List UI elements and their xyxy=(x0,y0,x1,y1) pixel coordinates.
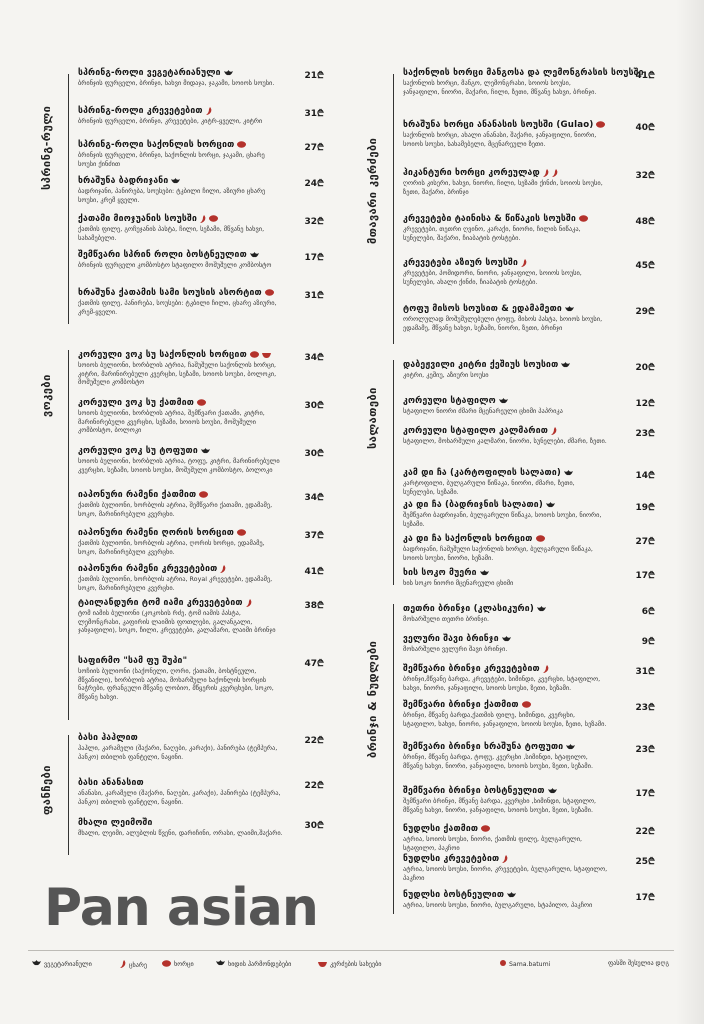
menu-item-name-text: კორეული ვოკ სუ საქონლის ხორცით xyxy=(78,350,247,360)
menu-item xyxy=(78,564,324,592)
menu-item-price: 23₾ xyxy=(635,429,655,439)
menu-item-description: ოროლულად მოშუშულებული ტოფუ, მისოს პასტა, სოიოს სოუსი, ედამამე, მწვანე ხახვი, სეზამი, ნიორი, ზეთი, ბრინჯი xyxy=(403,315,603,332)
menu-item-name xyxy=(78,490,324,500)
menu-item xyxy=(403,120,655,148)
divider-right xyxy=(393,360,394,585)
menu-item-price: 31₾ xyxy=(635,667,655,677)
menu-item-name-text: შემწვარი სპრინ როლი ბოსტნეულით xyxy=(78,250,247,260)
menu-item xyxy=(78,214,324,242)
menu-item-price: 22₾ xyxy=(635,827,655,837)
legend-label: ხორცი xyxy=(174,961,194,968)
menu-item-name-text: დაბეჟვილი კიტრი ქეშიუს სოუსით xyxy=(403,360,559,370)
menu-item-name-text: კა დი ჩა (ბადრიჯნის სალათი) xyxy=(403,500,543,510)
legend-item xyxy=(120,960,147,970)
menu-item-price: 34₾ xyxy=(304,353,324,363)
menu-item-price: 38₾ xyxy=(304,601,324,611)
legend-item xyxy=(608,960,669,967)
menu-item-price: 27₾ xyxy=(304,143,324,153)
menu-item xyxy=(403,634,655,654)
menu-item xyxy=(403,426,655,446)
chili-icon xyxy=(502,855,508,863)
menu-item xyxy=(403,468,655,496)
menu-item-name-text: ხრაშუნა ხორცი ანანასის სოუსში (Gulao) xyxy=(403,120,594,130)
menu-item-description: მოხარშული ველური შავი ბრინჯი. xyxy=(403,645,508,653)
menu-item xyxy=(403,214,655,242)
menu-item xyxy=(403,604,655,624)
legend-label: ხიდის ჰარმონდებები xyxy=(228,960,292,968)
leaf-icon xyxy=(480,570,489,576)
menu-item-description: ბრინჯის ფურცელი, ბრინჯი, ხახვი მიდაჯა, ჯაკამი, სოიოს სოუსი. xyxy=(78,79,275,87)
menu-item-name xyxy=(78,176,324,186)
chili-icon xyxy=(200,215,206,223)
menu-item-description: ატრია, სოიოს სოუსი, ნიორი, კრევეტები, ბულგარული, სტაფილო, პაკჩოი xyxy=(403,865,608,882)
menu-item-name-text: კორეული ვოკ სუ ქათმით xyxy=(78,398,195,408)
menu-item-name-text: ნუდლსი კრევეტებით xyxy=(403,854,500,864)
menu-title: Pan asian xyxy=(44,878,318,938)
menu-item xyxy=(403,742,655,770)
menu-item-price: 9₾ xyxy=(641,637,655,647)
menu-item-name xyxy=(403,120,655,130)
menu-item-name-text: კორეული სტაფილო xyxy=(403,396,496,406)
legend-label: ფასში შესულია დღგ xyxy=(608,960,670,967)
menu-item-name xyxy=(78,140,324,150)
menu-item-description: კარტოფილი, ბულგარული წიწაკა, ნიორი, ძმარი, ზეთი, სუნელები, სეზამი. xyxy=(403,479,575,496)
menu-item-name-text: ხის სოკო მუერი xyxy=(403,568,477,578)
menu-item-name-text: ჰიკანტური ხორცი კორეულად xyxy=(403,168,540,178)
menu-item-name xyxy=(78,288,324,298)
menu-item-description: ბრინჯის ფურცელი, ბრინჯი, კრევეტები, კიტრ-ყველი, კიტრი xyxy=(78,117,263,125)
menu-item-price: 30₾ xyxy=(304,401,324,411)
menu-item-name-text: ნუდლსი ქათმით xyxy=(403,824,479,834)
chili-icon xyxy=(543,665,549,673)
menu-item-name-text: ტაილანდური ტომ იამი კრევეტებით xyxy=(78,598,243,608)
menu-item xyxy=(78,598,324,635)
menu-item-description: შემწვარი ბადრიჯანი, ბულგარული წიწაკა, სოიოს სოუსი, ნიორი, სეზამი. xyxy=(403,511,602,528)
menu-item-price: 31₾ xyxy=(304,109,324,119)
menu-item-name xyxy=(78,398,324,408)
menu-item-name xyxy=(403,396,655,406)
menu-item-name xyxy=(403,68,655,78)
legend-label: Sama.batumi xyxy=(509,960,551,968)
menu-item-name xyxy=(403,500,655,510)
menu-item xyxy=(78,398,324,435)
legend-item xyxy=(216,960,291,968)
chili-icon xyxy=(246,599,252,607)
menu-item-description: ქათმის ფილე, პანირება, სოუსები: ტკბილი ჩილი, ცხარე აზიური, კრემ-ყველი. xyxy=(78,299,277,316)
menu-item xyxy=(403,168,655,196)
menu-item-name xyxy=(403,258,655,268)
leaf-icon xyxy=(566,744,575,750)
menu-item-name-text: ბასი ჰაჰლით xyxy=(78,733,138,743)
menu-item xyxy=(78,106,324,126)
menu-item-name-text: შემწვარი ბრინჯი კრევეტებით xyxy=(403,664,540,674)
menu-item-price: 22₾ xyxy=(304,736,324,746)
meat-icon xyxy=(209,215,218,222)
menu-item xyxy=(403,304,655,332)
divider-left xyxy=(68,350,69,720)
leaf-icon xyxy=(537,606,546,612)
menu-item-description: ქათმის ბულიონი, ხორბლის ატრია, შემწვარი ქათამი, ედამამე, სოკო, მარინირებული კვერცხი. xyxy=(78,501,273,518)
menu-item-description: მხალი, ლეიმი, ალუბლის წვენი, დარიჩინი, ორასი, ლაიმი,შაქარი. xyxy=(78,829,283,837)
menu-item xyxy=(78,778,324,806)
menu-item-name xyxy=(78,778,324,788)
leaf-icon xyxy=(32,960,41,968)
menu-item-name xyxy=(78,818,324,828)
menu-item-name xyxy=(78,598,324,608)
menu-item-name-text: მხალი ლეიმოში xyxy=(78,818,153,828)
menu-item-description: სტაფილო ნიორი ძმარი მცენარეული ცხიმი პაპრიკა xyxy=(403,407,563,415)
menu-item-name xyxy=(403,786,655,796)
menu-item-description: ატრია, სოიოს სოუსი, ნიორი, ბულგარული, სტაპილო, პაკჩოი xyxy=(403,901,593,909)
menu-item-name xyxy=(78,250,324,260)
legend-item xyxy=(32,960,92,968)
menu-item-name-text: სპრინგ-როლი ვეგეტარიანული xyxy=(78,68,221,78)
leaf-icon xyxy=(565,306,574,312)
menu-item-name xyxy=(78,350,324,360)
leaf-icon xyxy=(250,252,259,258)
menu-item xyxy=(403,534,655,562)
menu-item-price: 47₾ xyxy=(304,659,324,669)
leaf-icon xyxy=(216,960,225,968)
menu-item-price: 21₾ xyxy=(304,71,324,81)
menu-item-name-text: საფირმო "სამ ფუ შუპი" xyxy=(78,656,188,666)
menu-item-price: 24₾ xyxy=(304,179,324,189)
menu-item-name xyxy=(403,168,655,178)
menu-item-name xyxy=(78,733,324,743)
menu-item-name-text: იაპონური რამენი ღორის ხორცით xyxy=(78,528,235,538)
menu-item-description: ჰაჰლი, კარამელი (შაქარი, ნაღები, კარაქი), პანირება (ტემპურა, პანკო) თბილის ფანტელი, ნაყინი. xyxy=(78,744,278,761)
menu-item-description: საქონლის ხორცი, ახალი ანანასი, შაქარი, ჯანჯაფილი, ნიორი, სოიოს სოუსი, სახამებელი, მცენარეული ზეთი. xyxy=(403,131,597,148)
menu-item-price: 41₾ xyxy=(635,71,655,81)
menu-item-price: 31₾ xyxy=(304,291,324,301)
menu-item-name-text: სპრინგ-როლი საქონლის ხორცით xyxy=(78,140,235,150)
menu-item-name-text: ქათამი მიოჯუანის სოუსში xyxy=(78,214,198,224)
leaf-icon xyxy=(224,70,233,76)
divider-right xyxy=(393,74,394,344)
menu-item-price: 30₾ xyxy=(304,821,324,831)
menu-item-price: 17₾ xyxy=(635,893,655,903)
menu-item-description: კრევეტები, თეთრი ღვინო, კარაქი, ნიორი, ჩილის ნიწაკა, სუნელები, შაქარი, ჩიაბატის ტოსტები. xyxy=(403,225,581,242)
menu-item-name xyxy=(403,426,655,436)
leaf-icon xyxy=(171,178,180,184)
menu-item xyxy=(403,700,655,728)
menu-item xyxy=(403,664,655,692)
menu-item-description: ანანასი, კარამელი (შაქარი, ნაღები, კარაქი), პანირება (ტემპურა, პანკო) თბილის ფანტელი, ნაყინი. xyxy=(78,789,281,806)
menu-item xyxy=(403,890,655,910)
meat-icon xyxy=(579,215,588,222)
menu-item-price: 17₾ xyxy=(304,253,324,263)
menu-item-description: სოიოს ბულიონი, ხორბლის ატრია, ტოფუ, კიტრი, მარინირებული კვერცხი, სეზამი, სოიოს სოუსი, მოშუშული კომბოსტო, ბოლოკი xyxy=(78,457,280,474)
menu-item xyxy=(403,68,655,96)
menu-item xyxy=(78,250,324,270)
menu-item xyxy=(403,396,655,416)
menu-item-description: ხის სოკო ნიორი მცენარეული ცხიმი xyxy=(403,579,514,587)
divider-left xyxy=(68,74,69,324)
menu-item-name-text: კამ დი ჩა (კარტოფილის სალათი) xyxy=(403,468,562,478)
menu-item-description: ქათმის ბულიონი, ხორბლის ატრია, ღორის ხორცი, ედამამე, სოკო, მარინირებული კვერცხი. xyxy=(78,539,265,556)
menu-item xyxy=(78,656,324,701)
menu-item xyxy=(78,446,324,474)
menu-item-name-text: კრევეტები აზიურ სოუსში xyxy=(403,258,519,268)
menu-item-name xyxy=(403,854,655,864)
menu-item-name xyxy=(403,700,655,710)
leaf-icon xyxy=(507,892,516,898)
menu-item-name xyxy=(403,534,655,544)
legend-item xyxy=(500,960,550,968)
menu-item-name xyxy=(403,214,655,224)
menu-item-description: ბადრიჯანი, ჩაშუშული საქონლის ხორცი, ბულგარული წიწაკა, სოიოს სოუსი, ნიორი, სეზამი. xyxy=(403,545,593,562)
leaf-icon xyxy=(502,636,511,642)
menu-item-price: 29₾ xyxy=(635,307,655,317)
menu-item xyxy=(78,818,324,838)
meat-icon xyxy=(536,535,545,542)
menu-item-price: 23₾ xyxy=(635,745,655,755)
menu-item-price: 19₾ xyxy=(635,503,655,513)
menu-item-name-text: კრევეტები ტაინისა & წიწაკის სოუსში xyxy=(403,214,577,224)
menu-item-name-text: შემწვარი ბრინჯი ქათმით xyxy=(403,700,519,710)
leaf-icon xyxy=(499,398,508,404)
menu-item xyxy=(78,140,324,168)
menu-item-price: 45₾ xyxy=(635,261,655,271)
menu-item xyxy=(403,568,655,588)
menu-item-price: 17₾ xyxy=(635,789,655,799)
menu-item-description: ბრინჯი,მწვანე ბარდა, კრევეტები, სიმინდი, კვერცხი, სტაფილო, ხახვი, ნიორი, ჯანჯაფილი, სოიოს სოუსი, ზეთი, სეზამი. xyxy=(403,675,601,692)
menu-item-name xyxy=(403,568,655,578)
legend-label: ცხარე xyxy=(129,961,147,969)
menu-item-price: 25₾ xyxy=(635,857,655,867)
meat-icon xyxy=(250,351,259,358)
menu-item-description: სოიოს ბულიონი, ხორბლის ატრია, ჩაშუშული საქონლის ხორცი, კიტრი, მარინირებული კვერცხი, სეზამი, სოიოს სოუსი, ბოლოკი, მოშუშული კომბოსტო xyxy=(78,361,277,387)
bowl-icon xyxy=(262,351,271,358)
menu-item-price: 34₾ xyxy=(304,493,324,503)
menu-item-description: სოიოს ბულიონი, ხორბლის ატრია, შემწვარი ქათამი, კიტრი, მარინირებული კვერცხი, სეზამი, სოიოს სოუსი, მოშუშული კომბოსტო, ბოლოკი xyxy=(78,409,265,435)
menu-item-price: 20₾ xyxy=(635,363,655,373)
menu-item-description: კიტრი, კეშიუ, აზიური სოუსი xyxy=(403,371,489,379)
leaf-icon xyxy=(201,448,210,454)
chili-icon xyxy=(206,107,212,115)
menu-item-description: ღორის კისერი, ხახვი, ნიორი, ჩილი, სეზამი ქინძი, სოიოს სოუსი, ზეთი, შაქარი, ბრინჯი xyxy=(403,179,603,196)
menu-item-name xyxy=(78,106,324,116)
meat-icon xyxy=(237,529,246,536)
leaf-icon xyxy=(564,470,573,476)
menu-item-name-text: კორეული ვოკ სუ ტოფუთი xyxy=(78,446,198,456)
menu-item-description: საქონლის ხორცი, მანგო, ლემონგრასი, სოიოს სოუსი, ჯანჯაფილი, ნიორი, შაქარი, ჩილი, ზეთი, მწვანე ხახვი, ბრინჯი. xyxy=(403,79,597,96)
chili-icon xyxy=(220,565,226,573)
menu-item-price: 37₾ xyxy=(304,531,324,541)
menu-item-name-text: ხრაშუნა ქათამის სამი სოუსის ასორტით xyxy=(78,288,262,298)
menu-item xyxy=(403,786,655,814)
menu-item-price: 32₾ xyxy=(635,171,655,181)
menu-item xyxy=(78,733,324,761)
menu-item-name xyxy=(403,824,655,834)
menu-item xyxy=(403,360,655,380)
menu-item-price: 30₾ xyxy=(304,449,324,459)
menu-item-name xyxy=(403,604,655,614)
legend-item xyxy=(162,960,194,969)
leaf-icon xyxy=(546,502,555,508)
menu-item-name-text: ხრაშუნა ბადრიჯანი xyxy=(78,176,169,186)
menu-item-description: ბრინჯის ფურცელი, ბრინჯი, საქონლის ხორცი, ჯაკამი, ცხარე სოუსი ქინძით xyxy=(78,151,265,168)
leaf-icon xyxy=(561,362,570,368)
menu-item-description: სოჩიის ბულიონი (საქონელი, ღორი, ქათამი, ბოსტნეული, მწვანილი), ხორბლის ატრია, მოხარშული საქონლის ხორცის ნაჭრები, ფრანგული მწვანე ლობიო, მწყერის კვერცხები, სოკო, მწვანე ხახვი. xyxy=(78,667,274,701)
chili-icon xyxy=(543,169,549,177)
menu-item-description: ბრინჯი, მწვანე ბარდა,ქათმის ფილე, სიმინდი, კვერცხი, სტაფილო, ხახვი, ნიორი, ჯანჯაფილი, სოიოს სოუსი, ზეთი, სეზამი. xyxy=(403,711,607,728)
menu-item-name xyxy=(78,214,324,224)
menu-item-description: შემწვარი ბრინჯი, მწვანე ბარდა, კვერცხი ,სიმინდი, სტაფილო, მწვანე ხახვი, ნიორი, ჯანჯაფილი, სოიოს სოუსი, ზეთი, სეზამი. xyxy=(403,797,597,814)
menu-item-name xyxy=(78,68,324,78)
menu-item-name-text: ნუდლსი ბოსტნეულით xyxy=(403,890,505,900)
menu-item-name xyxy=(78,656,324,666)
menu-item-name-text: იაპონური რამენი კრევეტებით xyxy=(78,564,218,574)
meat-icon xyxy=(162,960,171,969)
menu-item xyxy=(403,824,655,852)
menu-item xyxy=(403,854,655,882)
menu-item-name-text: კორეული სტაფილო კალმარით xyxy=(403,426,549,436)
menu-item-name-text: სპრინგ-როლი კრევეტებით xyxy=(78,106,203,116)
menu-item-name xyxy=(78,528,324,538)
menu-item-name-text: თეთრი ბრინჯი (კლასიკური) xyxy=(403,604,534,614)
menu-item-name xyxy=(403,890,655,900)
meat-icon xyxy=(237,141,246,148)
menu-item-description: ბრინჯის ფურცელი კომბოსტო სტაფილო მოშუშული კომბოსტო xyxy=(78,261,272,269)
menu-item-name xyxy=(403,634,655,644)
leaf-icon xyxy=(548,788,557,794)
menu-item-price: 22₾ xyxy=(304,781,324,791)
menu-item-price: 27₾ xyxy=(635,537,655,547)
meat-icon xyxy=(522,701,531,708)
menu-item xyxy=(403,258,655,286)
menu-item-name-text: ტოფუ მისოს სოუსით & ედამამეთი xyxy=(403,304,562,314)
menu-item-price: 40₾ xyxy=(635,123,655,133)
menu-item-price: 6₾ xyxy=(641,607,655,617)
menu-item-name xyxy=(403,468,655,478)
menu-item xyxy=(78,490,324,518)
menu-item-description: სტაფილო, მოხარშული კალმარი, ნიორი, სუნელები, ძმარი, ზეთი. xyxy=(403,437,607,445)
menu-item xyxy=(403,500,655,528)
dot-icon xyxy=(500,960,506,968)
legend-label: კერძების სახეები xyxy=(330,961,382,968)
menu-item-name xyxy=(403,664,655,674)
menu-item-price: 23₾ xyxy=(635,703,655,713)
divider-right xyxy=(393,604,394,914)
menu-item-name xyxy=(403,742,655,752)
menu-item-description: ქათმის ბულიონი, ხორბლის ატრია, Royal კრევეტები, ედამამე, სოკო, მარინირებული კვერცხი. xyxy=(78,575,273,592)
chili-icon xyxy=(552,169,558,177)
menu-item-description: ბრინჯი, მწვანე ბარდა, ტოფუ, კვერცხი ,სიმინდი, სტაფილო, მწვანე ხახვი, ნიორი, ჯანჯაფილი, სოიოს სოუსი, ზეთი, სეზამი. xyxy=(403,753,593,770)
menu-item-name-text: შემწვარი ბრინჯი ხრაშუნა ტოფუთი xyxy=(403,742,564,752)
legend-label: ვეგეტარიანული xyxy=(44,960,92,968)
menu-item-name xyxy=(78,446,324,456)
chili-icon xyxy=(521,259,527,267)
menu-item-name-text: ველური შავი ბრინჯი xyxy=(403,634,499,644)
menu-item-description: მოხარშული თეთრი ბრინჯი. xyxy=(403,615,490,623)
menu-item-description: ტომ იამის ბულიონი (კოკოსის რძე, ტომ იამის პასტა, ლემონგრასი, კაფირის ლაიმის ფოთლები, გალანგალი, ჯანჯაფილი), სოკო, ჩილი, კრევეტები, კალამარი, ლაიმი ბრინჯი xyxy=(78,609,276,635)
menu-item xyxy=(78,68,324,88)
menu-item-price: 12₾ xyxy=(635,399,655,409)
menu-item-name-text: იაპონური რამენი ქათმით xyxy=(78,490,197,500)
footer-rule xyxy=(28,950,674,951)
menu-item-name-text: შემწვარი ბრინჯი ბოსტნეულით xyxy=(403,786,545,796)
menu-item xyxy=(78,350,324,387)
menu-item-price: 41₾ xyxy=(304,567,324,577)
menu-item xyxy=(78,176,324,204)
meat-icon xyxy=(265,289,274,296)
menu-item xyxy=(78,288,324,316)
divider-left xyxy=(68,735,69,855)
meat-icon xyxy=(197,399,206,406)
chili-icon xyxy=(120,960,126,970)
menu-item-price: 32₾ xyxy=(304,217,324,227)
meat-icon xyxy=(596,121,605,128)
bowl-icon xyxy=(318,960,327,969)
menu-item-price: 48₾ xyxy=(635,217,655,227)
menu-item-name-text: კა დი ჩა საქონლის ხორცით xyxy=(403,534,533,544)
menu-item-name xyxy=(78,564,324,574)
menu-item-description: ქათმის ფილე, გოჩუჯანის პასტა, ჩილი, სეზამი, მწვანე ხახვი, სახამებელი. xyxy=(78,225,265,242)
menu-item-price: 17₾ xyxy=(635,571,655,581)
menu-item-description: ბადრიჯანი, პანირება, სოუსები: ტკბილი ჩილი, აზიური ცხარე სოუსი, კრემ ყველი. xyxy=(78,187,266,204)
menu-item-name-text: ბასი ანანასით xyxy=(78,778,144,788)
menu-item-price: 14₾ xyxy=(635,471,655,481)
meat-icon xyxy=(481,825,490,832)
menu-item-name xyxy=(403,304,655,314)
menu-item-name xyxy=(403,360,655,370)
menu-item-description: ატრია, სოიოს სოუსი, ნიორი, ქათმის ფილე, ბულგარული, სტაფილო, პაკჩოი xyxy=(403,835,583,852)
meat-icon xyxy=(199,491,208,498)
menu-page: სპრინგ-რული ვოკები ფანჩები მთავარი კერძები სალათები ბრინჯი & ნუდლები სპრინგ-როლი ვეგეტარიანული 21₾ ბრინჯის ფურცელი, ბრინჯი, ხახვი მიდაჯა, ჯაკამი, სოიოს სოუსი. სპრინგ-როლი კრევეტებით 31₾ ბრინჯის ფურცელი, ბრინჯი, კრევეტები, კიტრ-ყველი, კიტრი სპრინგ-როლი საქონლის ხორცით 27₾ ბრინჯის ფურცელი, ბრინჯი, საქონლის ხორცი, ჯაკამი, ცხარე სოუსი ქინძით ხრაშუნა ბადრიჯანი 24₾ ბადრიჯანი, პანირება, სოუსები: ტკბილი ჩილი, აზიური ცხარე სოუსი, კრემ ყველი. ქათამი მიოჯუანის სოუსში 32₾ ქათმის ფილე, გოჩუჯანის პასტა, ჩილი, სეზამი, მწვანე ხახვი, სახამებელი. შემწვარი სპრინ როლი ბოსტნეულით 17₾ ბრინჯის ფურცელი კომბოსტო სტაფილო მოშუშული კომბოსტო ხრაშუნა ქათამის სამი სოუსის ასორტით 31₾ ქათმის ფილე, პანირება, სოუსები: ტკბილი ჩილი, ცხარე აზიური, კრემ-ყველი. კორეული ვოკ სუ საქონლის ხორცით 34₾ სოიოს ბულიონი, ხორბლის ატრია, ჩაშუშული საქონლის ხორცი, კიტრი, მარინირებული კვერცხი, სეზამი, სოიოს სოუსი, ბოლოკი, მოშუშული კომბოსტო კორეული ვოკ სუ ქათმით 30₾ სოიოს ბულიონი, ხორბლის ატრია, შემწვარი ქათამი, კიტრი, მარინირებული კვერცხი, სეზამი, სოიოს სოუსი, მოშუშული კომბოსტო, ბოლოკი კორეული ვოკ სუ ტოფუთი 30₾ სოიოს ბულიონი, ხორბლის ატრია, ტოფუ, კიტრი, მარინირებული კვერცხი, სეზამი, სოიოს სოუსი, მოშუშული კომბოსტო, ბოლოკი იაპონური რამენი ქათმით 34₾ ქათმის ბულიონი, ხორბლის ატრია, შემწვარი ქათამი, ედამამე, სოკო, მარინირებული კვერცხი. იაპონური რამენი ღორის ხორცით 37₾ ქათმის ბულიონი, ხორბლის ატრია, ღორის ხორცი, ედამამე, სოკო, მარინირებული კვერცხი. იაპონური რამენი კრევეტებით 41₾ ქათმის ბულიონი, ხორბლის ატრია, Royal კრევეტები, ედამამე, სოკო, მარინირებული კვერცხი. ტაილანდური ტომ იამი კრევეტებით 38₾ ტომ იამის ბულიონი (კოკოსის რძე, ტომ იამის პასტა, ლემონგრასი, კაფირის ლაიმის ფოთლები, გალანგალი, ჯანჯაფილი), სოკო, ჩილი, კრევეტები, კალამარი, ლაიმი ბრინჯი საფირმო "სამ ფუ შუპი" 47₾ სოჩიის ბულიონი (საქონელი, ღორი, ქათამი, ბოსტნეული, მწვანილი), ხორბლის ატრია, მოხარშული საქონლის ხორცის ნაჭრები, ფრანგული მწვანე ლობიო, მწყერის კვერცხები, სოკო, მწვანე ხახვი. ბასი ჰაჰლით 22₾ ჰაჰლი, კარამელი (შაქარი, ნაღები, კარაქი), პანირება (ტემპურა, პანკო) თბილის ფანტელი, ნაყინი. ბასი ანანასით 22₾ ანანასი, კარამელი (შაქარი, ნაღები, კარაქი), პანირება (ტემპურა, პანკო) თბილის ფანტელი, ნაყინი. მხალი ლეიმოში 30₾ მხალი, ლეიმი, ალუბლის წვენი, დარიჩინი, ორასი, ლაიმი,შაქარი. საქონლის ხორცი მანგოსა და ლემონგრასის სოუსში 41₾ საქონლის ხორცი, მანგო, ლემონგრასი, სოიოს სოუსი, ჯანჯაფილი, ნიორი, შაქარი, ჩილი, ზეთი, მწვანე ხახვი, ბრინჯი. ხრაშუნა ხორცი ანანასის სოუსში (Gulao) 40₾ საქონლის ხორცი, ახალი ანანასი, შაქარი, ჯანჯაფილი, ნიორი, სოიოს სოუსი, სახამებელი, მცენარეული ზეთი. ჰიკანტური ხორცი კორეულად 32₾ ღორის კისერი, ხახვი, ნიორი, ჩილი, სეზამი ქინძი, სოიოს სოუსი, ზეთი, შაქარი, ბრინჯი კრევეტები ტაინისა & წიწაკის სოუსში 48₾ კრევეტები, თეთრი ღვინო, კარაქი, ნიორი, ჩილის ნიწაკა, სუნელები, შაქარი, ჩიაბატის ტოსტები. კრევეტები აზიურ სოუსში 45₾ კრევეტები, პომიდორი, ნიორი, ჯანჯაფილი, სოიოს სოუსი, სუნელები, ახალი ქინძი, ჩიაბატის ტოსტები. ტოფუ მისოს სოუსით & ედამამეთი 29₾ ოროლულად მოშუშულებული ტოფუ, მისოს პასტა, სოიოს სოუსი, ედამამე, მწვანე ხახვი, სეზამი, ნიორი, ზეთი, ბრინჯი დაბეჟვილი კიტრი ქეშიუს სოუსით 20₾ კიტრი, კეშიუ, აზიური სოუსი კორეული სტაფილო 12₾ სტაფილო ნიორი ძმარი მცენარეული ცხიმი პაპრიკა კორეული სტაფილო კალმარით 23₾ სტაფილო, მოხარშული კალმარი, ნიორი, სუნელები, ძმარი, ზეთი. კამ დი ჩა (კარტოფილის სალათი) 14₾ კარტოფილი, ბულგარული წიწაკა, ნიორი, ძმარი, ზეთი, სუნელები, სეზამი. კა დი ჩა (ბადრიჯნის სალათი) 19₾ შემწვარი ბადრიჯანი, ბულგარული წიწაკა, სოიოს სოუსი, ნიორი, სეზამი. კა დი ჩა საქონლის ხორცით 27₾ ბადრიჯანი, ჩაშუშული საქონლის ხორცი, ბულგარული წიწაკა, სოიოს სოუსი, ნიორი, სეზამი. ხის სოკო მუერი 17₾ ხის სოკო ნიორი მცენარეული ცხიმი თეთრი ბრინჯი (კლასიკური) 6₾ მოხარშული თეთრი ბრინჯი. ველური შავი ბრინჯი 9₾ მოხარშული ველური შავი ბრინჯი. შემწვარი ბრინჯი კრევეტებით 31₾ ბრინჯი,მწვანე ბარდა, კრევეტები, სიმინდი, კვერცხი, სტაფილო, ხახვი, ნიორი, ჯანჯაფილი, სოიოს სოუსი, ზეთი, სეზამი. შემწვარი ბრინჯი ქათმით 23₾ ბრინჯი, მწვანე ბარდა,ქათმის ფილე, სიმინდი, კვერცხი, სტაფილო, ხახვი, ნიორი, ჯანჯაფილი, სოიოს სოუსი, ზეთი, სეზამი. შემწვარი ბრინჯი ხრაშუნა ტოფუთი 23₾ ბრინჯი, მწვანე ბარდა, ტოფუ, კვერცხი ,სიმინდი, სტაფილო, მწვანე ხახვი, ნიორი, ჯანჯაფილი, სოიოს სოუსი, ზეთი, სეზამი. შემწვარი ბრინჯი ბოსტნეულით 17₾ შემწვარი ბრინჯი, მწვანე ბარდა, კვერცხი ,სიმინდი, სტაფილო, მწვანე ხახვი, ნიორი, ჯანჯაფილი, სოიოს სოუსი, ზეთი, სეზამი. ნუდლსი ქათმით 22₾ ატრია, სოიოს სოუსი, ნიორი, ქათმის ფილე, ბულგარული, სტაფილო, პაკჩოი ნუდლსი კრევეტებით 25₾ ატრია, სოიოს სოუსი, ნიორი, კრევეტები, ბულგარული, სტაფილო, პაკჩოი ნუდლსი ბოსტნეულით 17₾ ატრია, სოიოს სოუსი, ნიორი, ბულგარული, სტაპილო, პაკჩოი Pan asian ვეგეტარიანული ცხარე ხორცი ხიდის ჰარმონდებები კერძების სახეები Sama.batumi ფასში შესულია დღგ xyxy=(0,0,704,1024)
legend-item xyxy=(318,960,382,969)
menu-item-name-text: საქონლის ხორცი მანგოსა და ლემონგრასის სოუსში xyxy=(403,68,644,78)
menu-item xyxy=(78,528,324,556)
menu-item-description: კრევეტები, პომიდორი, ნიორი, ჯანჯაფილი, სოიოს სოუსი, სუნელები, ახალი ქინძი, ჩიაბატის ტოსტები. xyxy=(403,269,582,286)
chili-icon xyxy=(551,427,557,435)
